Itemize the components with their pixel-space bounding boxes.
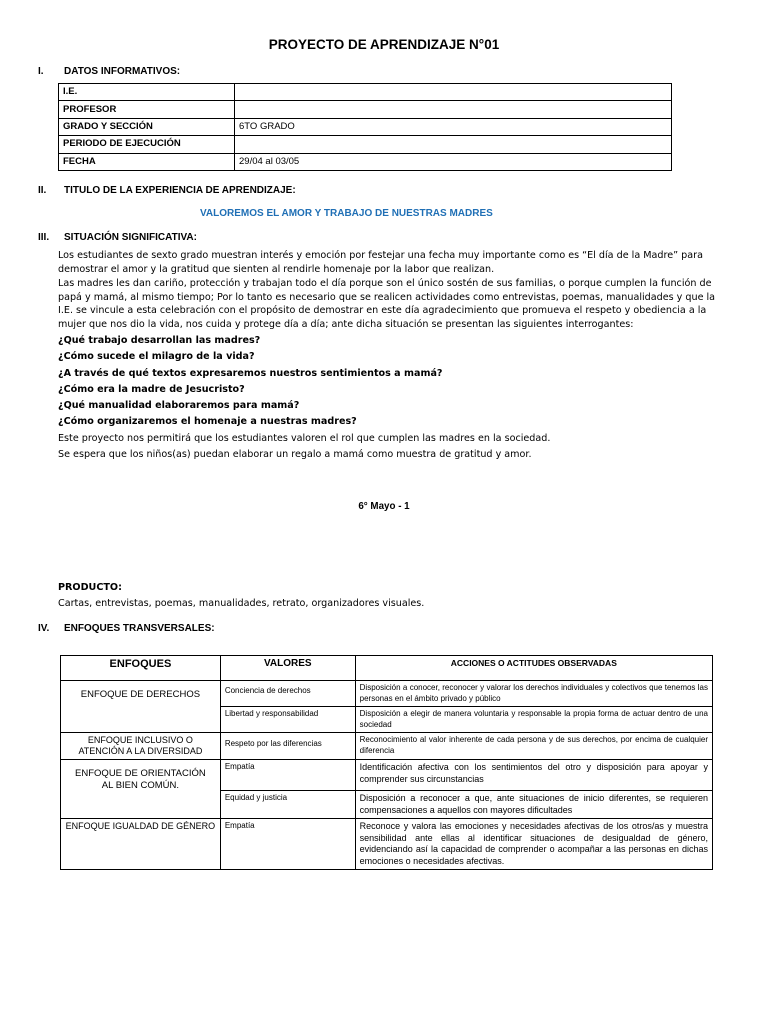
situation-paragraph-4: Se espera que los niños(as) puedan elaborar un regalo a mamá como muestra de gratitud y amor.	[58, 449, 532, 460]
info-row	[59, 136, 672, 153]
info-label: FECHA	[59, 153, 235, 170]
info-value: 29/04 al 03/05	[235, 153, 672, 170]
header-enfoques: ENFOQUES	[61, 656, 221, 681]
header-valores: VALORES	[220, 656, 355, 681]
section-heading-enfoques	[38, 623, 215, 634]
experience-title: VALOREMOS EL AMOR Y TRABAJO DE NUESTRAS MADRES	[200, 208, 493, 219]
table-header-row	[61, 656, 713, 681]
valor-cell: Equidad y justicia	[220, 791, 355, 819]
accion-cell: Reconocimiento al valor inherente de cada persona y de sus derechos, por encima de cualquier diferencia	[355, 733, 712, 760]
page-title: PROYECTO DE APRENDIZAJE N°01	[268, 37, 500, 52]
info-row	[59, 84, 672, 101]
info-table	[58, 83, 672, 171]
section-label: TITULO DE LA EXPERIENCIA DE APRENDIZAJE:	[64, 185, 296, 196]
enfoque-cell: ENFOQUE DE ORIENTACIÓN AL BIEN COMÚN.	[61, 760, 221, 819]
accion-cell: Disposición a conocer, reconocer y valorar los derechos individuales y colectivos que tenemos las personas en el ámbito privado y público	[355, 681, 712, 707]
situation-paragraph-1: Los estudiantes de sexto grado muestran interés y emoción por festejar una fecha muy importante como es “El día de la Madre” para demostrar el amor y la gratitud que sienten al rendirle homenaje por la labor que realizan.	[58, 250, 703, 275]
enfoque-cell: ENFOQUE IGUALDAD DE GÉNERO	[61, 819, 221, 870]
info-row	[59, 101, 672, 118]
info-value: 6TO GRADO	[235, 118, 672, 135]
valor-cell: Empatía	[220, 819, 355, 870]
table-row	[61, 733, 713, 760]
table-row	[61, 760, 713, 791]
info-label: GRADO Y SECCIÓN	[59, 118, 235, 135]
section-heading-datos	[38, 66, 180, 77]
question-item: ¿Cómo organizaremos el homenaje a nuestras madres?	[58, 416, 357, 427]
section-heading-situacion	[38, 232, 197, 243]
section-label: DATOS INFORMATIVOS:	[64, 66, 181, 77]
enfoques-table	[60, 655, 713, 870]
question-item: ¿Cómo era la madre de Jesucristo?	[58, 384, 245, 395]
section-number: IV.	[38, 623, 50, 634]
accion-cell: Disposición a reconocer a que, ante situaciones de inicio diferentes, se requieren compensaciones a aquellos con mayores dificultades	[355, 791, 712, 819]
grade-label: 6° Mayo - 1	[358, 501, 410, 512]
info-value	[235, 84, 672, 101]
info-row	[59, 118, 672, 135]
question-item: ¿Qué trabajo desarrollan las madres?	[58, 335, 261, 346]
info-row	[59, 153, 672, 170]
info-label: I.E.	[59, 84, 235, 101]
question-item: ¿Qué manualidad elaboraremos para mamá?	[58, 400, 300, 411]
question-item: ¿Cómo sucede el milagro de la vida?	[58, 351, 255, 362]
valor-cell: Empatía	[220, 760, 355, 791]
situation-paragraph-2: Las madres les dan cariño, protección y trabajan todo el día porque son el único sostén de sus familias, o porque cumplen la función de papá y mamá, al mismo tiempo; Por lo tanto es necesario que se realicen actividades como entrevistas, poemas, manualidades y que la I.E. se vincule a esta celebración con el propósito de demostrar en este día agradecimiento que promueva el respeto y obediencia a la mujer que nos dio la vida, nos cuida y protege día a día; ante dicha situación se presentan las siguientes interrogantes:	[58, 278, 716, 330]
header-acciones: ACCIONES O ACTITUDES OBSERVADAS	[355, 656, 712, 681]
table-row	[61, 681, 713, 707]
info-label: PROFESOR	[59, 101, 235, 118]
valor-cell: Respeto por las diferencias	[220, 733, 355, 760]
section-number: III.	[38, 232, 50, 243]
accion-cell: Reconoce y valora las emociones y necesidades afectivas de los otros/as y muestra sensibilidad ante ellas al identificar situaciones de desigualdad de género, evidenciando así la capacidad de comprender o acompañar a las personas en dichas emociones o necesidades afectivas.	[355, 819, 712, 870]
question-item: ¿A través de qué textos expresaremos nuestros sentimientos a mamá?	[58, 368, 443, 379]
enfoque-cell: ENFOQUE DE DERECHOS	[61, 681, 221, 733]
section-number: I.	[38, 66, 44, 77]
info-label: PERIODO DE EJECUCIÓN	[59, 136, 235, 153]
situation-paragraph-3: Este proyecto nos permitirá que los estudiantes valoren el rol que cumplen las madres en la sociedad.	[58, 433, 551, 444]
accion-cell: Identificación afectiva con los sentimientos del otro y disposición para apoyar y comprender sus circunstancias	[355, 760, 712, 791]
product-text: Cartas, entrevistas, poemas, manualidades, retrato, organizadores visuales.	[58, 598, 425, 609]
section-number: II.	[38, 185, 47, 196]
accion-cell: Disposición a elegir de manera voluntaria y responsable la propia forma de actuar dentro de una sociedad	[355, 707, 712, 733]
valor-cell: Conciencia de derechos	[220, 681, 355, 707]
enfoque-cell: ENFOQUE INCLUSIVO O ATENCIÓN A LA DIVERSIDAD	[61, 733, 221, 760]
valor-cell: Libertad y responsabilidad	[220, 707, 355, 733]
table-row	[61, 819, 713, 870]
section-label: ENFOQUES TRANSVERSALES:	[64, 623, 215, 634]
product-label: PRODUCTO:	[58, 582, 122, 593]
section-heading-titulo	[38, 185, 296, 196]
section-label: SITUACIÓN SIGNIFICATIVA:	[64, 232, 197, 243]
info-value	[235, 136, 672, 153]
info-value	[235, 101, 672, 118]
